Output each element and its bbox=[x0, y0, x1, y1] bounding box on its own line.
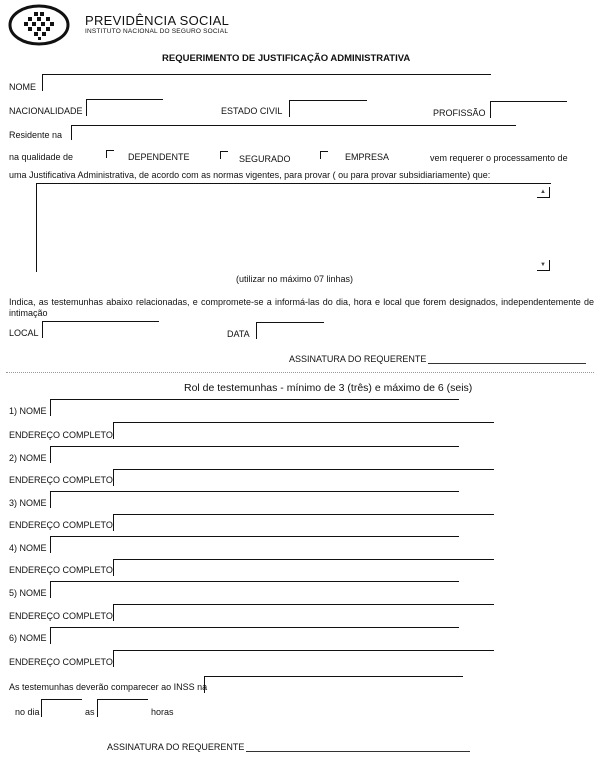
witness-nome-field[interactable] bbox=[50, 627, 459, 644]
as-label: as bbox=[85, 707, 95, 717]
previdencia-logo bbox=[8, 4, 70, 46]
form-title: REQUERIMENTO DE JUSTIFICAÇÃO ADMINISTRATIVA bbox=[162, 53, 411, 64]
witness-nome-label: 3) NOME bbox=[9, 498, 47, 508]
witness-nome-label: 2) NOME bbox=[9, 453, 47, 463]
local-label: LOCAL bbox=[9, 328, 39, 338]
witness-nome-field[interactable] bbox=[50, 446, 459, 463]
witness-endereco-field[interactable] bbox=[113, 650, 494, 667]
comparecer-text: As testemunhas deverão comparecer ao INSS na bbox=[9, 682, 208, 692]
segurado-label: SEGURADO bbox=[239, 154, 291, 164]
witness-nome-field[interactable] bbox=[50, 536, 459, 553]
witness-endereco-label: ENDEREÇO COMPLETO bbox=[9, 520, 113, 530]
horas-field[interactable] bbox=[97, 699, 148, 717]
indica-text: Indica, as testemunhas abaixo relacionadas, e compromete-se a informá-las do dia, hora e local que forem designados, independentemente de intimação bbox=[9, 297, 594, 318]
residente-field[interactable] bbox=[71, 125, 516, 140]
witnesses-title: Rol de testemunhas - mínimo de 3 (três) e máximo de 6 (seis) bbox=[184, 382, 473, 394]
witness-nome-label: 4) NOME bbox=[9, 543, 47, 553]
org-name: PREVIDÊNCIA SOCIAL bbox=[85, 13, 230, 28]
witness-nome-field[interactable] bbox=[50, 581, 459, 598]
justificativa-textarea[interactable] bbox=[36, 183, 551, 272]
witness-nome-field[interactable] bbox=[50, 491, 459, 508]
witness-endereco-label: ENDEREÇO COMPLETO bbox=[9, 565, 113, 575]
justificativa-text: uma Justificativa Administrativa, de acordo com as normas vigentes, para provar ( ou para provar subsidiariamente) que: bbox=[9, 170, 491, 180]
profissao-label: PROFISSÃO bbox=[433, 108, 486, 118]
witness-endereco-label: ENDEREÇO COMPLETO bbox=[9, 475, 113, 485]
horas-label: horas bbox=[151, 707, 174, 717]
no-dia-label: no dia bbox=[15, 707, 40, 717]
nacionalidade-field[interactable] bbox=[86, 99, 163, 116]
nome-field[interactable] bbox=[42, 74, 491, 91]
inss-local-field[interactable] bbox=[204, 676, 463, 693]
empresa-label: EMPRESA bbox=[345, 152, 390, 162]
vem-requerer-text: vem requerer o processamento de bbox=[430, 153, 568, 163]
witness-nome-label: 6) NOME bbox=[9, 633, 47, 643]
witness-endereco-field[interactable] bbox=[113, 604, 494, 621]
witness-endereco-label: ENDEREÇO COMPLETO bbox=[9, 430, 113, 440]
assinatura-footer-label: ASSINATURA DO REQUERENTE bbox=[107, 742, 245, 752]
nacionalidade-label: NACIONALIDADE bbox=[9, 106, 83, 116]
profissao-field[interactable] bbox=[490, 101, 567, 118]
org-subtitle: INSTITUTO NACIONAL DO SEGURO SOCIAL bbox=[85, 28, 229, 35]
assinatura-footer-line[interactable] bbox=[246, 750, 470, 752]
scroll-up-icon[interactable]: ▲ bbox=[537, 187, 550, 198]
assinatura-label: ASSINATURA DO REQUERENTE bbox=[289, 354, 427, 364]
data-field[interactable] bbox=[256, 322, 324, 339]
section-divider bbox=[6, 372, 594, 373]
textbox-hint: (utilizar no máximo 07 linhas) bbox=[236, 274, 354, 284]
estado-civil-label: ESTADO CIVIL bbox=[221, 106, 283, 116]
witness-endereco-label: ENDEREÇO COMPLETO bbox=[9, 657, 113, 667]
data-label: DATA bbox=[227, 329, 250, 339]
assinatura-line[interactable] bbox=[428, 362, 586, 364]
dependente-checkbox[interactable] bbox=[106, 150, 114, 158]
dependente-label: DEPENDENTE bbox=[128, 152, 190, 162]
witness-endereco-field[interactable] bbox=[113, 559, 494, 576]
scroll-down-icon[interactable]: ▼ bbox=[537, 260, 550, 271]
witness-nome-label: 1) NOME bbox=[9, 406, 47, 416]
witness-nome-label: 5) NOME bbox=[9, 588, 47, 598]
witness-endereco-label: ENDEREÇO COMPLETO bbox=[9, 611, 113, 621]
estado-civil-field[interactable] bbox=[289, 100, 367, 117]
qualidade-label: na qualidade de bbox=[9, 152, 74, 162]
witness-endereco-field[interactable] bbox=[113, 422, 494, 439]
witness-nome-field[interactable] bbox=[50, 399, 459, 416]
empresa-checkbox[interactable] bbox=[320, 151, 328, 159]
dia-field[interactable] bbox=[41, 699, 82, 717]
residente-label: Residente na bbox=[9, 130, 63, 140]
segurado-checkbox[interactable] bbox=[220, 151, 228, 159]
witness-endereco-field[interactable] bbox=[113, 469, 494, 486]
nome-label: NOME bbox=[9, 82, 36, 92]
local-field[interactable] bbox=[42, 321, 159, 338]
witness-endereco-field[interactable] bbox=[113, 514, 494, 531]
